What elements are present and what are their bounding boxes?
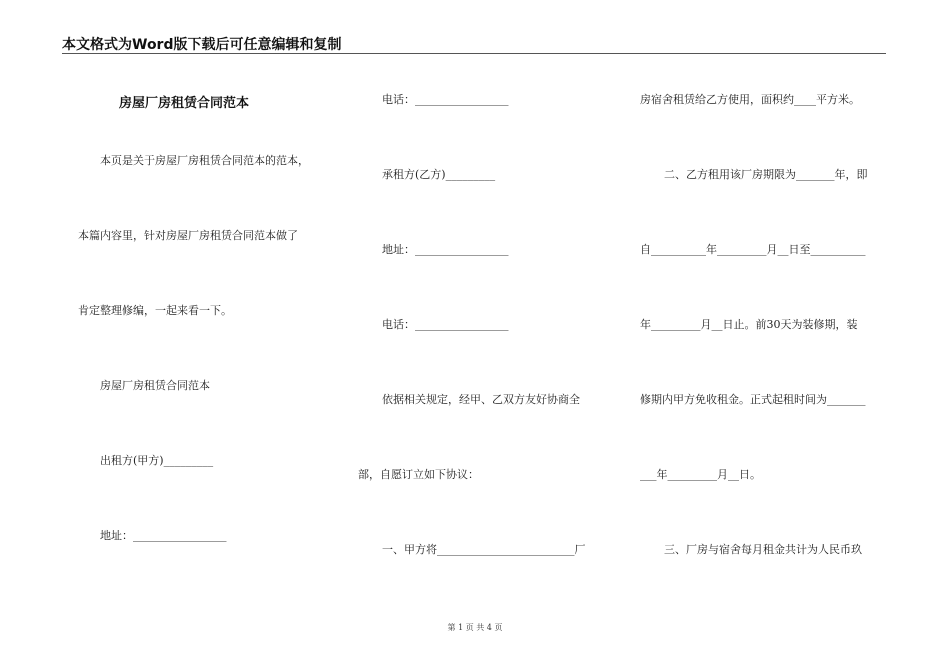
lessor-address-field: 地址：_________________ (100, 529, 227, 542)
paragraph-line: ___年_________月__日。 (640, 468, 761, 481)
contract-subtitle: 房屋厂房租赁合同范本 (100, 379, 210, 392)
clause-one-line: 一、甲方将_________________________厂 (382, 543, 586, 556)
paragraph-line: 本页是关于房屋厂房租赁合同范本的范本， (100, 154, 309, 167)
paragraph-line: 依据相关规定，经甲、乙双方友好协商全 (382, 393, 580, 406)
lessor-field: 出租方(甲方)_________ (100, 454, 214, 467)
paragraph-line: 肯定整理修编，一起来看一下。 (78, 304, 232, 317)
page-header: 本文格式为Word版下载后可任意编辑和复制 (62, 37, 342, 53)
paragraph-line: 年_________月__日止。前30天为装修期，装 (640, 318, 858, 331)
clause-three-line: 三、厂房与宿舍每月租金共计为人民币玖 (664, 543, 862, 556)
paragraph-line: 自__________年_________月__日至__________ (640, 243, 866, 256)
paragraph-line: 本篇内容里，针对房屋厂房租赁合同范本做了 (78, 229, 298, 242)
paragraph-line: 修期内甲方免收租金。正式起租时间为_______ (640, 393, 866, 406)
page-number-footer: 第 1 页 共 4 页 (447, 623, 503, 632)
lessee-field: 承租方(乙方)_________ (382, 168, 496, 181)
paragraph-line: 房宿舍租赁给乙方使用，面积约____平方米。 (640, 93, 860, 106)
lessee-phone-field: 电话：_________________ (382, 318, 509, 331)
lessee-address-field: 地址：_________________ (382, 243, 509, 256)
clause-two-line: 二、乙方租用该厂房期限为_______年，即 (664, 168, 868, 181)
header-divider (62, 53, 886, 54)
lessor-phone-field: 电话：_________________ (382, 93, 509, 106)
document-title: 房屋厂房租赁合同范本 (119, 96, 250, 111)
paragraph-line: 部，自愿订立如下协议： (358, 468, 479, 481)
